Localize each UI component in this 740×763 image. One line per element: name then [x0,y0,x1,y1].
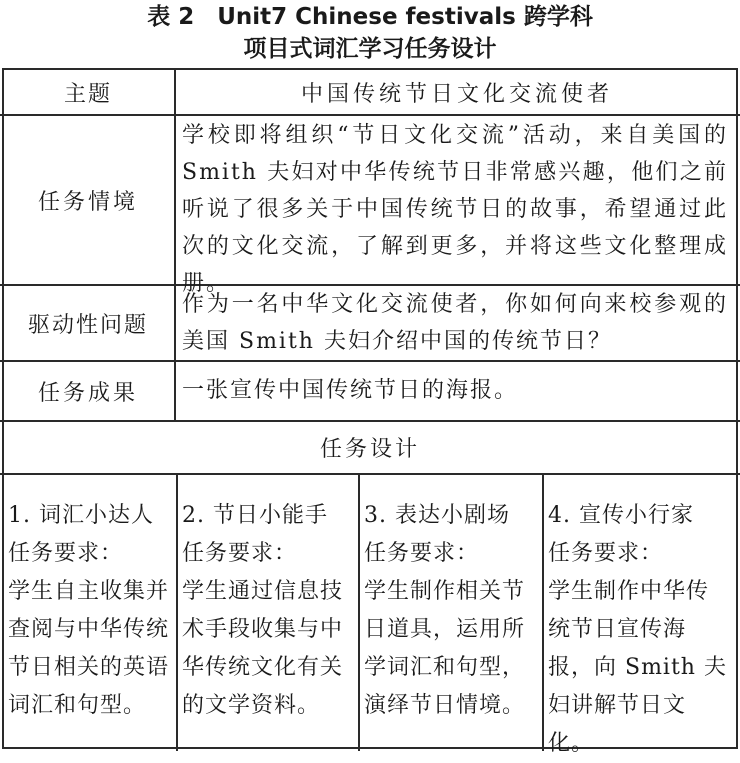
outcome-text: 一张宣传中国传统节日的海报。 [182,378,519,403]
task-1-body: 学生自主收集并查阅与中华传统节日相关的英语词汇和句型。 [8,579,170,718]
row-divider [0,473,740,475]
task-2-requirement-label: 任务要求： [182,541,298,566]
theme-label: 主题 [63,81,112,107]
task-1-title: 1. 词汇小达人 [8,503,154,528]
task-3-cell [364,497,538,725]
task-column-divider [542,473,544,751]
driving-question-label: 驱动性问题 [27,312,148,338]
driving-question-text: 作为一名中华文化交流使者，你如何向来校参观的美国 Smith 夫妇介绍中国的传统节日？ [182,292,728,354]
task-4-requirement-label: 任务要求： [548,541,664,566]
table-subtitle: 项目式词汇学习任务设计 [243,36,497,62]
task-4-title: 4. 宣传小行家 [548,503,694,528]
situation-label: 任务情境 [37,189,138,215]
task-3-requirement-label: 任务要求： [364,541,480,566]
table-caption: 表 2 Unit7 Chinese festivals 跨学科 [147,4,593,30]
task-2-title: 2. 节日小能手 [182,503,328,528]
task-1-cell [8,497,172,725]
task-3-body: 学生制作相关节日道具，运用所学词汇和句型，演绎节日情境。 [364,579,526,718]
task-4-cell [548,497,730,763]
task-1-requirement-label: 任务要求： [8,541,124,566]
label-column-divider [174,68,176,420]
outcome-label: 任务成果 [37,380,138,406]
task-2-body: 学生通过信息技术手段收集与中华传统文化有关的文学资料。 [182,579,344,718]
task-2-cell [182,497,354,725]
task-design-header: 任务设计 [319,437,420,462]
theme-value: 中国传统节日文化交流使者 [300,81,613,107]
task-column-divider [358,473,360,751]
situation-text: 学校即将组织“节日文化交流”活动，来自美国的 Smith 夫妇对中华传统节日非常感兴趣，他们之前听说了很多关于中国传统节日的故事，希望通过此次的文化交流，了解到更多，并将这些文化整理成册。 [182,123,728,296]
task-3-title: 3. 表达小剧场 [364,503,510,528]
task-4-body: 学生制作中华传统节日宣传海报，向 Smith 夫妇讲解节日文化。 [548,579,727,756]
task-column-divider [176,473,178,751]
